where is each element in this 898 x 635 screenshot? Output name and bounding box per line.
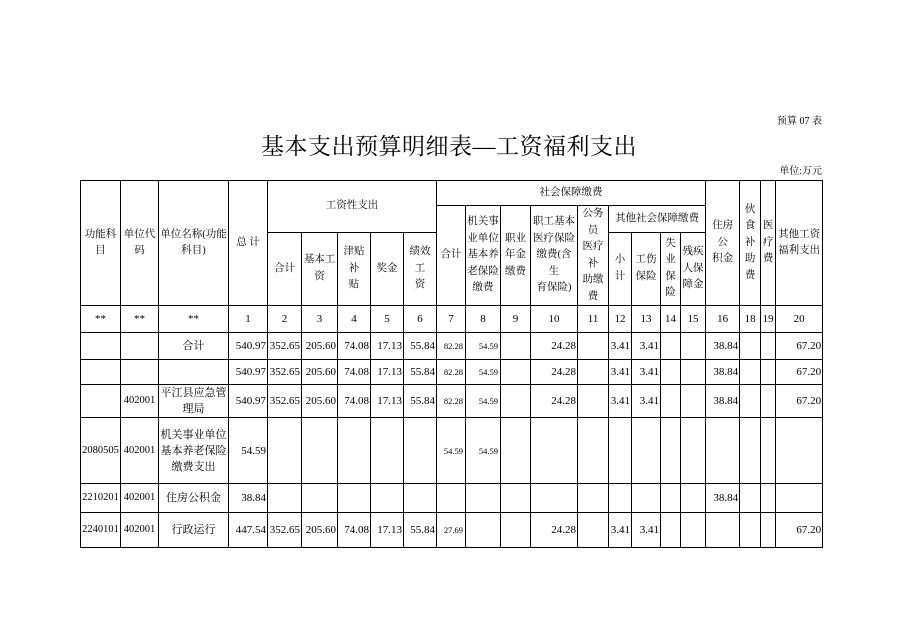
cell-unit-name: 住房公积金 [159,484,229,513]
table-header [81,181,823,306]
cell-bonus [371,418,404,484]
cell-wage-subtotal [268,418,302,484]
cell-total: 54.59 [229,418,268,484]
column-number-other-welfare: 20 [776,306,823,333]
cell-social-subtotal: 82.28 [437,385,466,418]
cell-unit-code [121,360,159,385]
cell-bonus [371,484,404,513]
cell-occupational-annuity [501,360,531,385]
cell-civil-servant-medical [578,333,609,360]
cell-other-welfare [776,484,823,513]
cell-wage-subtotal: 352.65 [268,513,302,548]
cell-unit-code: 402001 [121,418,159,484]
column-number-injury-insurance: 13 [632,306,661,333]
cell-unit-code [121,333,159,360]
cell-social-subtotal: 82.28 [437,360,466,385]
header-row [81,181,823,206]
cell-pension [466,484,501,513]
cell-civil-servant-medical [578,513,609,548]
cell-total: 540.97 [229,385,268,418]
cell-func-code [81,385,121,418]
cell-occupational-annuity [501,385,531,418]
cell-injury-insurance [632,418,661,484]
cell-medical-insurance [531,418,578,484]
cell-housing-fund: 38.84 [706,360,740,385]
column-number-total: 1 [229,306,268,333]
cell-pension [466,513,501,548]
header-wage-subtotal: 合计 [268,232,302,305]
cell-other-welfare: 67.20 [776,333,823,360]
column-number-performance-wage: 6 [404,306,437,333]
column-number-occupational-annuity: 9 [501,306,531,333]
column-number-wage-subtotal: 2 [268,306,302,333]
header-disability-fund: 残疾 人保 障金 [681,232,706,305]
cell-other-social-subtotal [609,418,632,484]
header-medical-expense: 医 疗 费 [761,181,776,306]
header-social-subtotal: 合计 [437,206,466,306]
cell-social-subtotal: 54.59 [437,418,466,484]
cell-civil-servant-medical [578,484,609,513]
column-number-func-code: ** [81,306,121,333]
cell-wage-subtotal [268,484,302,513]
cell-meal-subsidy [740,333,761,360]
cell-social-subtotal: 27.69 [437,513,466,548]
cell-occupational-annuity [501,513,531,548]
form-code: 预算 07 表 [777,116,822,127]
cell-other-social-subtotal [609,484,632,513]
cell-allowance: 74.08 [338,385,371,418]
cell-injury-insurance: 3.41 [632,513,661,548]
table-row [81,360,823,385]
cell-basic-wage: 205.60 [302,385,338,418]
cell-pension: 54.59 [466,385,501,418]
cell-medical-expense [761,385,776,418]
cell-medical-insurance: 24.28 [531,513,578,548]
column-number-civil-servant-medical: 11 [578,306,609,333]
page-title: 基本支出预算明细表—工资福利支出 [261,134,637,159]
header-pension: 机关事 业单位 基本养 老保险 缴费 [466,206,501,306]
cell-basic-wage: 205.60 [302,360,338,385]
cell-bonus: 17.13 [371,385,404,418]
cell-total: 540.97 [229,333,268,360]
header-housing-fund: 住房公 积金 [706,181,740,306]
cell-basic-wage: 205.60 [302,513,338,548]
cell-performance-wage: 55.84 [404,360,437,385]
cell-total: 540.97 [229,360,268,385]
header-social-security: 社会保障缴费 [437,181,706,206]
cell-performance-wage: 55.84 [404,385,437,418]
unit-label: 单位:万元 [779,166,822,177]
cell-total: 447.54 [229,513,268,548]
column-number-medical-expense: 19 [761,306,776,333]
cell-housing-fund: 38.84 [706,333,740,360]
cell-other-social-subtotal: 3.41 [609,333,632,360]
cell-unit-name: 平江县应急管 理局 [159,385,229,418]
cell-basic-wage: 205.60 [302,333,338,360]
cell-total: 38.84 [229,484,268,513]
cell-other-social-subtotal: 3.41 [609,513,632,548]
column-number-basic-wage: 3 [302,306,338,333]
cell-injury-insurance [632,484,661,513]
column-number-medical-insurance: 10 [531,306,578,333]
cell-unemployment-insurance [661,385,681,418]
header-injury-insurance: 工伤 保险 [632,232,661,305]
cell-other-welfare: 67.20 [776,513,823,548]
table-row [81,513,823,548]
cell-housing-fund [706,418,740,484]
cell-basic-wage [302,484,338,513]
cell-pension: 54.59 [466,333,501,360]
header-other-social-subtotal: 小计 [609,232,632,305]
cell-unemployment-insurance [661,360,681,385]
cell-unemployment-insurance [661,418,681,484]
column-number-other-social-subtotal: 12 [609,306,632,333]
cell-func-code [81,360,121,385]
cell-disability-fund [681,484,706,513]
cell-performance-wage: 55.84 [404,513,437,548]
cell-disability-fund [681,385,706,418]
cell-disability-fund [681,333,706,360]
header-wage-expenditure: 工资性支出 [268,181,437,233]
header-bonus: 奖金 [371,232,404,305]
cell-func-code: 2240101 [81,513,121,548]
cell-disability-fund [681,513,706,548]
header-civil-servant-medical: 公务员 医疗补 助缴费 [578,206,609,306]
cell-other-social-subtotal: 3.41 [609,385,632,418]
header-unit-code: 单位代 码 [121,181,159,306]
cell-performance-wage [404,484,437,513]
cell-occupational-annuity [501,418,531,484]
cell-wage-subtotal: 352.65 [268,360,302,385]
header-meal-subsidy: 伙食 补助 费 [740,181,761,306]
cell-performance-wage [404,418,437,484]
cell-other-welfare [776,418,823,484]
table-body [81,306,823,548]
cell-meal-subsidy [740,513,761,548]
cell-housing-fund: 38.84 [706,484,740,513]
cell-func-code [81,333,121,360]
header-allowance: 津贴补 贴 [338,232,371,305]
cell-housing-fund [706,513,740,548]
cell-civil-servant-medical [578,360,609,385]
column-number-disability-fund: 15 [681,306,706,333]
cell-disability-fund [681,418,706,484]
cell-unemployment-insurance [661,513,681,548]
header-annuity: 职业 年金 缴费 [501,206,531,306]
header-other-social-security: 其他社会保障缴费 [609,206,706,233]
cell-meal-subsidy [740,385,761,418]
cell-pension: 54.59 [466,360,501,385]
cell-medical-expense [761,333,776,360]
cell-bonus: 17.13 [371,360,404,385]
cell-meal-subsidy [740,360,761,385]
cell-unemployment-insurance [661,484,681,513]
cell-other-welfare: 67.20 [776,360,823,385]
cell-injury-insurance: 3.41 [632,360,661,385]
cell-occupational-annuity [501,484,531,513]
column-number-social-subtotal: 7 [437,306,466,333]
cell-unit-code: 402001 [121,513,159,548]
cell-medical-expense [761,360,776,385]
cell-medical-expense [761,484,776,513]
column-number-unit-code: ** [121,306,159,333]
cell-unit-code: 402001 [121,484,159,513]
cell-pension: 54.59 [466,418,501,484]
cell-allowance: 74.08 [338,513,371,548]
cell-allowance: 74.08 [338,333,371,360]
table-row [81,484,823,513]
cell-meal-subsidy [740,484,761,513]
cell-unit-name [159,360,229,385]
cell-wage-subtotal: 352.65 [268,385,302,418]
column-number-unit-name: ** [159,306,229,333]
cell-other-social-subtotal: 3.41 [609,360,632,385]
cell-allowance: 74.08 [338,360,371,385]
header-unemployment-insurance: 失 业 保 险 [661,232,681,305]
cell-wage-subtotal: 352.65 [268,333,302,360]
column-number-unemployment-insurance: 14 [661,306,681,333]
cell-unit-name: 机关事业单位 基本养老保险 缴费支出 [159,418,229,484]
cell-func-code: 2080505 [81,418,121,484]
cell-performance-wage: 55.84 [404,333,437,360]
header-basic-wage: 基本工 资 [302,232,338,305]
header-total: 总 计 [229,181,268,306]
cell-allowance [338,418,371,484]
cell-unit-name: 合计 [159,333,229,360]
header-unit-name: 单位名称(功能 科目) [159,181,229,306]
cell-disability-fund [681,360,706,385]
column-number-row [81,306,823,333]
cell-medical-expense [761,418,776,484]
table-row [81,385,823,418]
cell-occupational-annuity [501,333,531,360]
cell-medical-expense [761,513,776,548]
cell-unit-name: 行政运行 [159,513,229,548]
cell-other-welfare: 67.20 [776,385,823,418]
column-number-allowance: 4 [338,306,371,333]
cell-civil-servant-medical [578,418,609,484]
cell-func-code: 2210201 [81,484,121,513]
cell-housing-fund: 38.84 [706,385,740,418]
header-other-welfare: 其他工资 福利支出 [776,181,823,306]
cell-civil-servant-medical [578,385,609,418]
header-medical-insurance: 职工基本 医疗保险 缴费(含生 育保险) [531,206,578,306]
cell-basic-wage [302,418,338,484]
cell-injury-insurance: 3.41 [632,333,661,360]
cell-allowance [338,484,371,513]
column-number-meal-subsidy: 18 [740,306,761,333]
budget-table [80,180,823,548]
table-row [81,418,823,484]
cell-social-subtotal [437,484,466,513]
table-row [81,333,823,360]
cell-medical-insurance: 24.28 [531,385,578,418]
column-number-bonus: 5 [371,306,404,333]
cell-medical-insurance [531,484,578,513]
column-number-housing-fund: 16 [706,306,740,333]
cell-unit-code: 402001 [121,385,159,418]
cell-unemployment-insurance [661,333,681,360]
cell-medical-insurance: 24.28 [531,333,578,360]
header-func-subject: 功能科 目 [81,181,121,306]
cell-meal-subsidy [740,418,761,484]
cell-social-subtotal: 82.28 [437,333,466,360]
cell-medical-insurance: 24.28 [531,360,578,385]
column-number-pension: 8 [466,306,501,333]
cell-bonus: 17.13 [371,333,404,360]
cell-bonus: 17.13 [371,513,404,548]
header-performance-wage: 绩效工 资 [404,232,437,305]
cell-injury-insurance: 3.41 [632,385,661,418]
